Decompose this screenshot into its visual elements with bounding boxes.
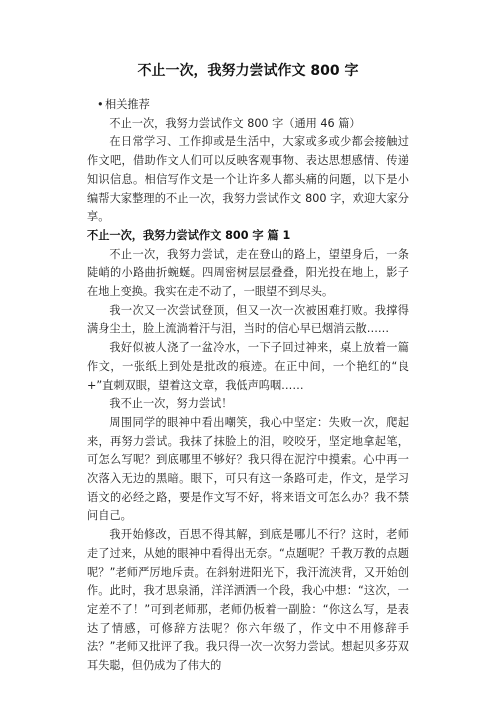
paragraph: 我一次又一次尝试登顶，但又一次一次被困难打败。我撑得满身尘土，脸上流淌着汗与泪，当时的信心早已烟消云散…… — [87, 303, 409, 336]
bullet-dot-icon: • — [97, 98, 104, 111]
related-label[interactable]: 相关推荐 — [105, 98, 150, 111]
paragraph: 我开始修改，百思不得其解，到底是哪儿不行？这时，老师走了过来，从她的眼神中看得出无奈。“点题呢？千教万教的点题呢？”老师严厉地斥责。在斜射进阳光下，我汗流浃背，又开始创作。此时，我才思泉涌，洋洋洒洒一个段，我心中想：“这次，一定差不了！”可到老师那，老师仍板着一副脸：“你这么写，是表达了情感，可修辞方法呢？你六年级了，作文中不用修辞手法？”老师又批评了我。我只得一次一次努力尝试。想起贝多芬双耳失聪，但仍成为了伟大的 — [87, 528, 409, 673]
intro-line: 不止一次，我努力尝试作文 800 字（通用 46 篇） — [109, 116, 361, 130]
paragraph: 我好似被人浇了一盆冷水，一下子回过神来，桌上放着一篇作文，一张纸上到处是批改的痕迹。在正中间，一个艳红的“良+”直刺双眼，望着这文章，我低声呜咽…… — [87, 341, 409, 392]
document-body — [87, 96, 409, 676]
document-title: 不止一次，我努力尝试作文 800 字 — [137, 63, 359, 79]
paragraph: 不止一次，我努力尝试，走在登山的路上，望望身后，一条陡峭的小路曲折蜿蜒。四周密树层层叠叠，阳光投在地上，影子在地上变换。我实在走不动了，一眼望不到尽头。 — [87, 247, 409, 299]
paragraph: 在日常学习、工作抑或是生活中，大家或多或少都会接触过作文吧，借助作文人们可以反映客观事物、表达思想感情、传递知识信息。相信写作文是一个让许多人都头痛的问题，以下是小编帮大家整理的不止一次，我努力尝试作文 800 字，欢迎大家分享。 — [87, 135, 409, 224]
section-heading: 不止一次，我努力尝试作文 800 字 篇 1 — [87, 228, 291, 242]
paragraph: 我不止一次，努力尝试！ — [109, 397, 233, 411]
related-link[interactable] — [87, 96, 409, 115]
paragraph: 周围同学的眼神中看出嘲笑，我心中坚定：失败一次，爬起来，再努力尝试。我抹了抹脸上的泪，咬咬牙，坚定地拿起笔，可怎么写呢？到底哪里不够好？我只得在泥泞中摸索。心中再一次落入无边的黑暗。眼下，可只有这一条路可走，作文，是学习语文的必经之路，要是作文写不好，将来语文可怎么办？我不禁问自己。 — [87, 415, 409, 523]
